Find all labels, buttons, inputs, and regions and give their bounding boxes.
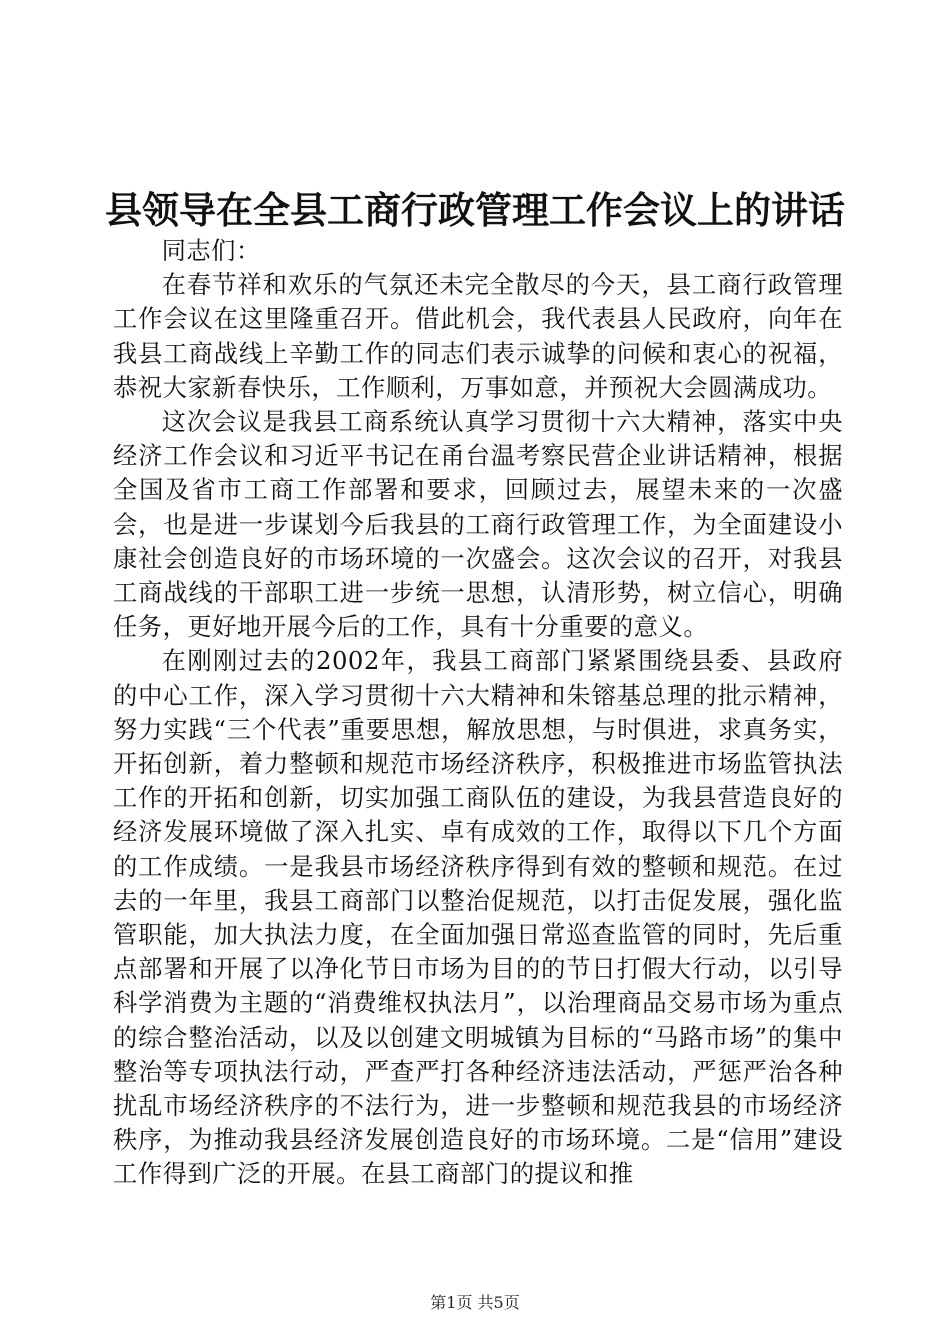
- document-title: 县领导在全县工商行政管理工作会议上的讲话: [105, 188, 845, 232]
- page-footer: 第1页 共5页: [430, 1293, 520, 1312]
- paragraph-greeting: 在春节祥和欢乐的气氛还未完全散尽的今天，县工商行政管理工作会议在这里隆重召开。借此机会，我代表县人民政府，向年在我县工商战线上辛勤工作的同志们表示诚挚的问候和衷心的祝福，恭祝大家新春快乐，工作顺利，万事如意，并预祝大会圆满成功。: [113, 270, 843, 402]
- paragraph-meeting-significance: 这次会议是我县工商系统认真学习贯彻十六大精神，落实中央经济工作会议和习近平书记在甬台温考察民营企业讲话精神，根据全国及省市工商工作部署和要求，回顾过去，展望未来的一次盛会，也是进一步谋划今后我县的工商行政管理工作，为全面建设小康社会创造良好的市场环境的一次盛会。这次会议的召开，对我县工商战线的干部职工进一步统一思想，认清形势，树立信心，明确任务，更好地开展今后的工作，具有十分重要的意义。: [113, 407, 843, 642]
- document-body: [113, 234, 843, 1192]
- paragraph-work-review: 在刚刚过去的2002年，我县工商部门紧紧围绕县委、县政府的中心工作，深入学习贯彻十六大精神和朱镕基总理的批示精神，努力实践“三个代表”重要思想，解放思想，与时俱进，求真务实，开拓创新，着力整顿和规范市场经济秩序，积极推进市场监管执法工作的开拓和创新，切实加强工商队伍的建设，为我县营造良好的经济发展环境做了深入扎实、卓有成效的工作，取得以下几个方面的工作成绩。一是我县市场经济秩序得到有效的整顿和规范。在过去的一年里，我县工商部门以整治促规范，以打击促发展，强化监管职能，加大执法力度，在全面加强日常巡查监管的同时，先后重点部署和开展了以净化节日市场为目的的节日打假大行动，以引导科学消费为主题的“消费维权执法月”，以治理商品交易市场为重点的综合整治活动，以及以创建文明城镇为目标的“马路市场”的集中整治等专项执法行动，严查严打各种经济违法活动，严惩严治各种扰乱市场经济秩序的不法行为，进一步整顿和规范我县的市场经济秩序，为推动我县经济发展创造良好的市场环境。二是“信用”建设工作得到广泛的开展。在县工商部门的提议和推: [113, 646, 843, 1189]
- salutation: 同志们：: [161, 236, 261, 265]
